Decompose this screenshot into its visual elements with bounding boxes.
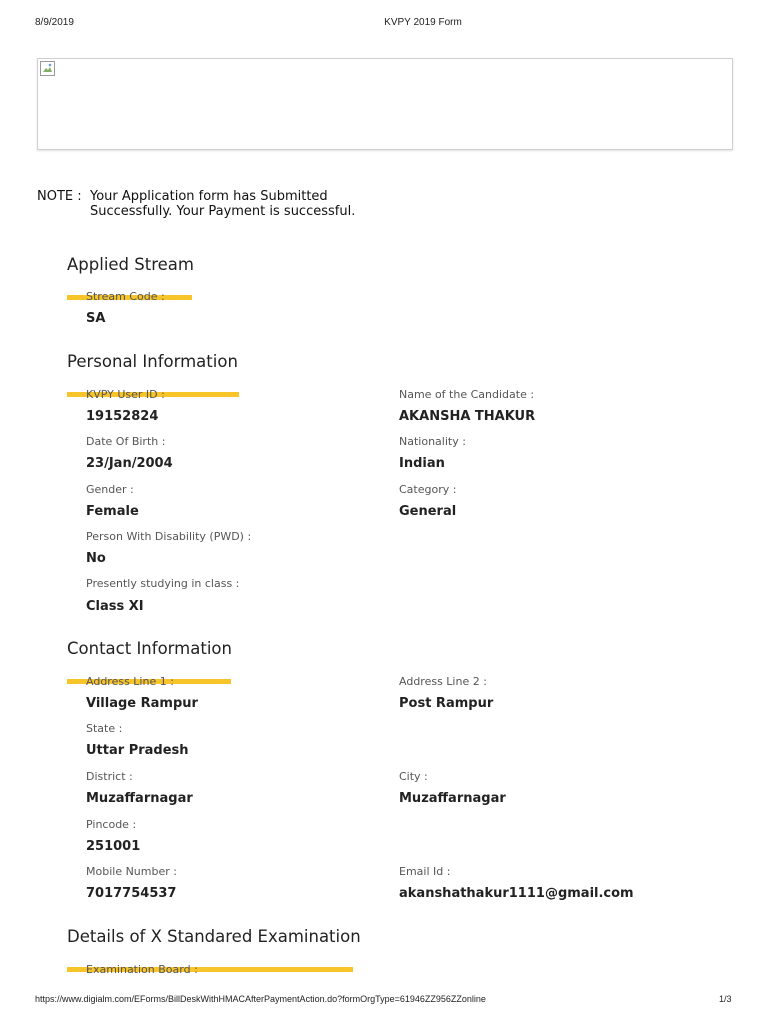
city-value: Muzaffarnagar bbox=[399, 791, 506, 806]
district-label: District : bbox=[86, 770, 133, 783]
dob-label: Date Of Birth : bbox=[86, 435, 166, 448]
dob-value: 23/Jan/2004 bbox=[86, 456, 173, 471]
pincode-value: 251001 bbox=[86, 839, 141, 854]
user-id-value: 19152824 bbox=[86, 409, 159, 424]
mobile-value: 7017754537 bbox=[86, 886, 177, 901]
category-label: Category : bbox=[399, 483, 457, 496]
mobile-label: Mobile Number : bbox=[86, 865, 177, 878]
city-label: City : bbox=[399, 770, 428, 783]
nationality-value: Indian bbox=[399, 456, 445, 471]
print-date: 8/9/2019 bbox=[35, 17, 74, 28]
section-applied-stream: Applied Stream bbox=[67, 255, 194, 274]
gender-label: Gender : bbox=[86, 483, 134, 496]
candidate-name-label: Name of the Candidate : bbox=[399, 388, 535, 401]
nationality-label: Nationality : bbox=[399, 435, 466, 448]
stream-code-label: Stream Code : bbox=[86, 290, 165, 303]
section-contact-information: Contact Information bbox=[67, 639, 232, 658]
email-value: akanshathakur1111@gmail.com bbox=[399, 886, 634, 901]
address-line-2-value: Post Rampur bbox=[399, 696, 494, 711]
address-line-2-label: Address Line 2 : bbox=[399, 675, 487, 688]
section-x-standard-examination: Details of X Standared Examination bbox=[67, 927, 361, 946]
print-title: KVPY 2019 Form bbox=[384, 17, 462, 28]
candidate-name-value: AKANSHA THAKUR bbox=[399, 409, 536, 424]
category-value: General bbox=[399, 504, 457, 519]
address-line-1-value: Village Rampur bbox=[86, 696, 198, 711]
state-value: Uttar Pradesh bbox=[86, 743, 189, 758]
class-label: Presently studying in class : bbox=[86, 577, 240, 590]
user-id-label: KVPY User ID : bbox=[86, 388, 165, 401]
note-label: NOTE : bbox=[37, 189, 82, 204]
exam-board-label: Examination Board : bbox=[86, 963, 198, 976]
note-text: Your Application form has Submitted Successfully. Your Payment is successful. bbox=[90, 189, 356, 219]
email-label: Email Id : bbox=[399, 865, 451, 878]
broken-image-icon bbox=[40, 61, 55, 76]
class-value: Class XI bbox=[86, 599, 144, 614]
pwd-value: No bbox=[86, 551, 106, 566]
page-number: 1/3 bbox=[719, 994, 732, 1004]
gender-value: Female bbox=[86, 504, 139, 519]
banner-frame bbox=[37, 58, 733, 150]
footer-url: https://www.digialm.com/EForms/BillDeskWithHMACAfterPaymentAction.do?formOrgType=61946ZZ956ZZonline bbox=[35, 994, 486, 1004]
state-label: State : bbox=[86, 722, 123, 735]
pwd-label: Person With Disability (PWD) : bbox=[86, 530, 252, 543]
address-line-1-label: Address Line 1 : bbox=[86, 675, 174, 688]
section-personal-information: Personal Information bbox=[67, 352, 238, 371]
stream-code-value: SA bbox=[86, 311, 106, 326]
pincode-label: Pincode : bbox=[86, 818, 137, 831]
district-value: Muzaffarnagar bbox=[86, 791, 193, 806]
